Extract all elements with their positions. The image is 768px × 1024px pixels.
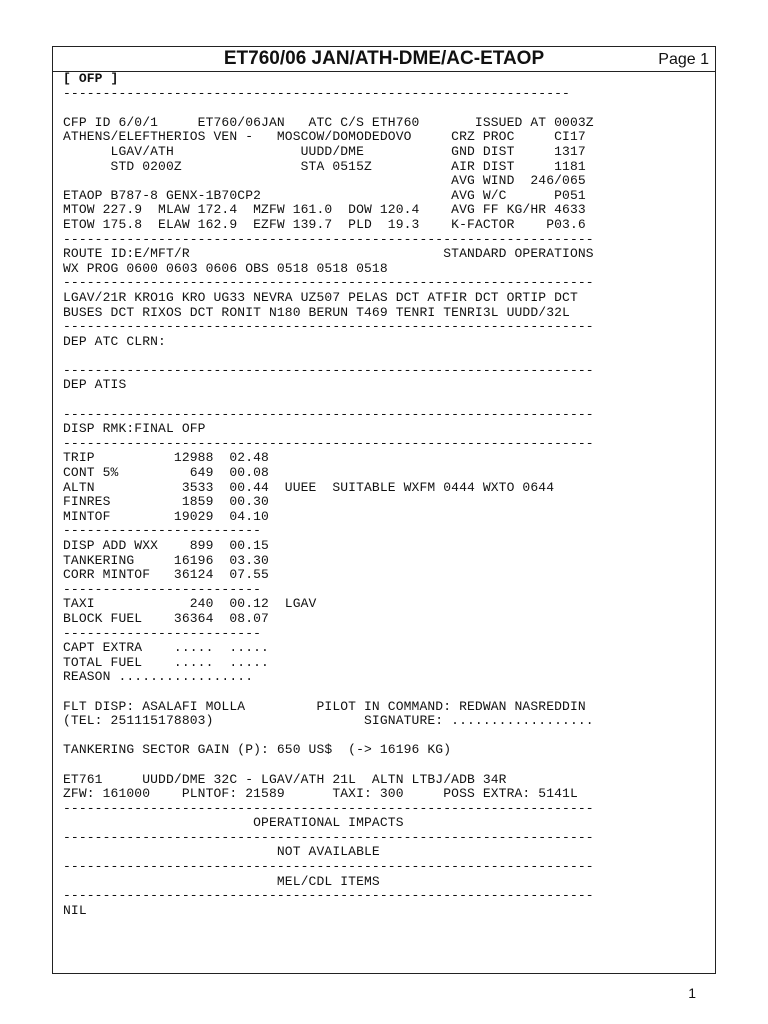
ofp-line: BLOCK FUEL 36364 08.07 — [63, 610, 269, 626]
page-label: Page 1 — [658, 51, 709, 68]
ofp-line: CONT 5% 649 00.08 — [63, 465, 269, 481]
ofp-line: LGAV/21R KRO1G KRO UG33 NEVRA UZ507 PELAS DCT ATFIR DCT ORTIP DCT — [63, 289, 578, 305]
ofp-line: ------------------------- — [63, 581, 262, 597]
footer-page-number: 1 — [688, 985, 696, 1001]
ofp-line: BUSES DCT RIXOS DCT RONIT N180 BERUN T469 TENRI TENRI3L UUDD/32L — [63, 304, 570, 320]
ofp-line: ETOW 175.8 ELAW 162.9 EZFW 139.7 PLD 19.3 K-FACTOR P03.6 — [63, 216, 586, 232]
ofp-line: ETAOP B787-8 GENX-1B70CP2 AVG W/C P051 — [63, 187, 586, 203]
ofp-line: CORR MINTOF 36124 07.55 — [63, 567, 269, 583]
ofp-line: DISP RMK:FINAL OFP — [63, 421, 206, 437]
ofp-line — [63, 758, 594, 773]
ofp-line: ZFW: 161000 PLNTOF: 21589 TAXI: 300 POSS EXTRA: 5141L — [63, 786, 578, 802]
ofp-line: TANKERING 16196 03.30 — [63, 552, 269, 568]
ofp-line: FLT DISP: ASALAFI MOLLA PILOT IN COMMAND: REDWAN NASREDDIN — [63, 698, 586, 714]
ofp-line — [63, 393, 594, 408]
ofp-line — [63, 685, 594, 700]
ofp-line: ------------------------------------------------------------------- — [63, 435, 594, 451]
ofp-line — [63, 729, 594, 744]
ofp-line: ------------------------- — [63, 523, 262, 539]
ofp-line: ------------------------------------------------------------------- — [63, 829, 594, 845]
ofp-line: ------------------------- — [63, 625, 262, 641]
ofp-line: ------------------------------------------------------------------- — [63, 319, 594, 335]
ofp-line: [ OFP ] — [63, 71, 119, 86]
ofp-line: WX PROG 0600 0603 0606 OBS 0518 0518 0518 — [63, 260, 388, 276]
ofp-line: ATHENS/ELEFTHERIOS VEN - MOSCOW/DOMODEDOVO CRZ PROC CI17 — [63, 129, 586, 145]
ofp-line: TRIP 12988 02.48 — [63, 450, 269, 466]
ofp-line: TAXI 240 00.12 LGAV — [63, 596, 317, 612]
ofp-line: ------------------------------------------------------------------- — [63, 231, 594, 247]
ofp-line: CAPT EXTRA ..... ..... — [63, 640, 269, 656]
ofp-line: OPERATIONAL IMPACTS — [63, 815, 404, 831]
ofp-line: MEL/CDL ITEMS — [63, 873, 380, 889]
ofp-line: ------------------------------------------------------------------- — [63, 275, 594, 291]
ofp-line: REASON ................. — [63, 669, 254, 685]
ofp-line: ------------------------------------------------------------------- — [63, 406, 594, 422]
title-bar — [53, 47, 715, 72]
ofp-body — [63, 72, 594, 918]
ofp-line: NOT AVAILABLE — [63, 844, 380, 860]
ofp-line: DEP ATC CLRN: — [63, 333, 166, 349]
ofp-line: MINTOF 19029 04.10 — [63, 508, 269, 524]
ofp-line: TANKERING SECTOR GAIN (P): 650 US$ (-> 16196 KG) — [63, 742, 452, 758]
ofp-sheet — [52, 46, 716, 974]
document-title: ET760/06 JAN/ATH-DME/AC-ETAOP — [223, 48, 545, 69]
ofp-line — [63, 101, 594, 116]
ofp-line: ET761 UUDD/DME 32C - LGAV/ATH 21L ALTN LTBJ/ADB 34R — [63, 771, 507, 787]
ofp-line: STD 0200Z STA 0515Z AIR DIST 1181 — [63, 158, 586, 174]
ofp-line: TOTAL FUEL ..... ..... — [63, 654, 269, 670]
ofp-line: (TEL: 251115178803) SIGNATURE: .................. — [63, 713, 594, 729]
ofp-line: ---------------------------------------------------------------- — [63, 85, 570, 101]
ofp-line: DEP ATIS — [63, 377, 127, 393]
ofp-line: ALTN 3533 00.44 UUEE SUITABLE WXFM 0444 WXTO 0644 — [63, 479, 555, 495]
ofp-line: MTOW 227.9 MLAW 172.4 MZFW 161.0 DOW 120.4 AVG FF KG/HR 4633 — [63, 202, 586, 218]
ofp-line: ------------------------------------------------------------------- — [63, 362, 594, 378]
ofp-line: CFP ID 6/0/1 ET760/06JAN ATC C/S ETH760 ISSUED AT 0003Z — [63, 114, 594, 130]
ofp-line: ------------------------------------------------------------------- — [63, 800, 594, 816]
ofp-line: ------------------------------------------------------------------- — [63, 888, 594, 904]
ofp-line: AVG WIND 246/065 — [63, 173, 586, 189]
ofp-line: ROUTE ID:E/MFT/R STANDARD OPERATIONS — [63, 246, 594, 262]
ofp-line: LGAV/ATH UUDD/DME GND DIST 1317 — [63, 143, 586, 159]
ofp-line: DISP ADD WXX 899 00.15 — [63, 538, 269, 553]
ofp-line — [63, 349, 594, 364]
ofp-line: NIL — [63, 902, 87, 918]
ofp-line: FINRES 1859 00.30 — [63, 494, 269, 510]
ofp-line: ------------------------------------------------------------------- — [63, 859, 594, 875]
